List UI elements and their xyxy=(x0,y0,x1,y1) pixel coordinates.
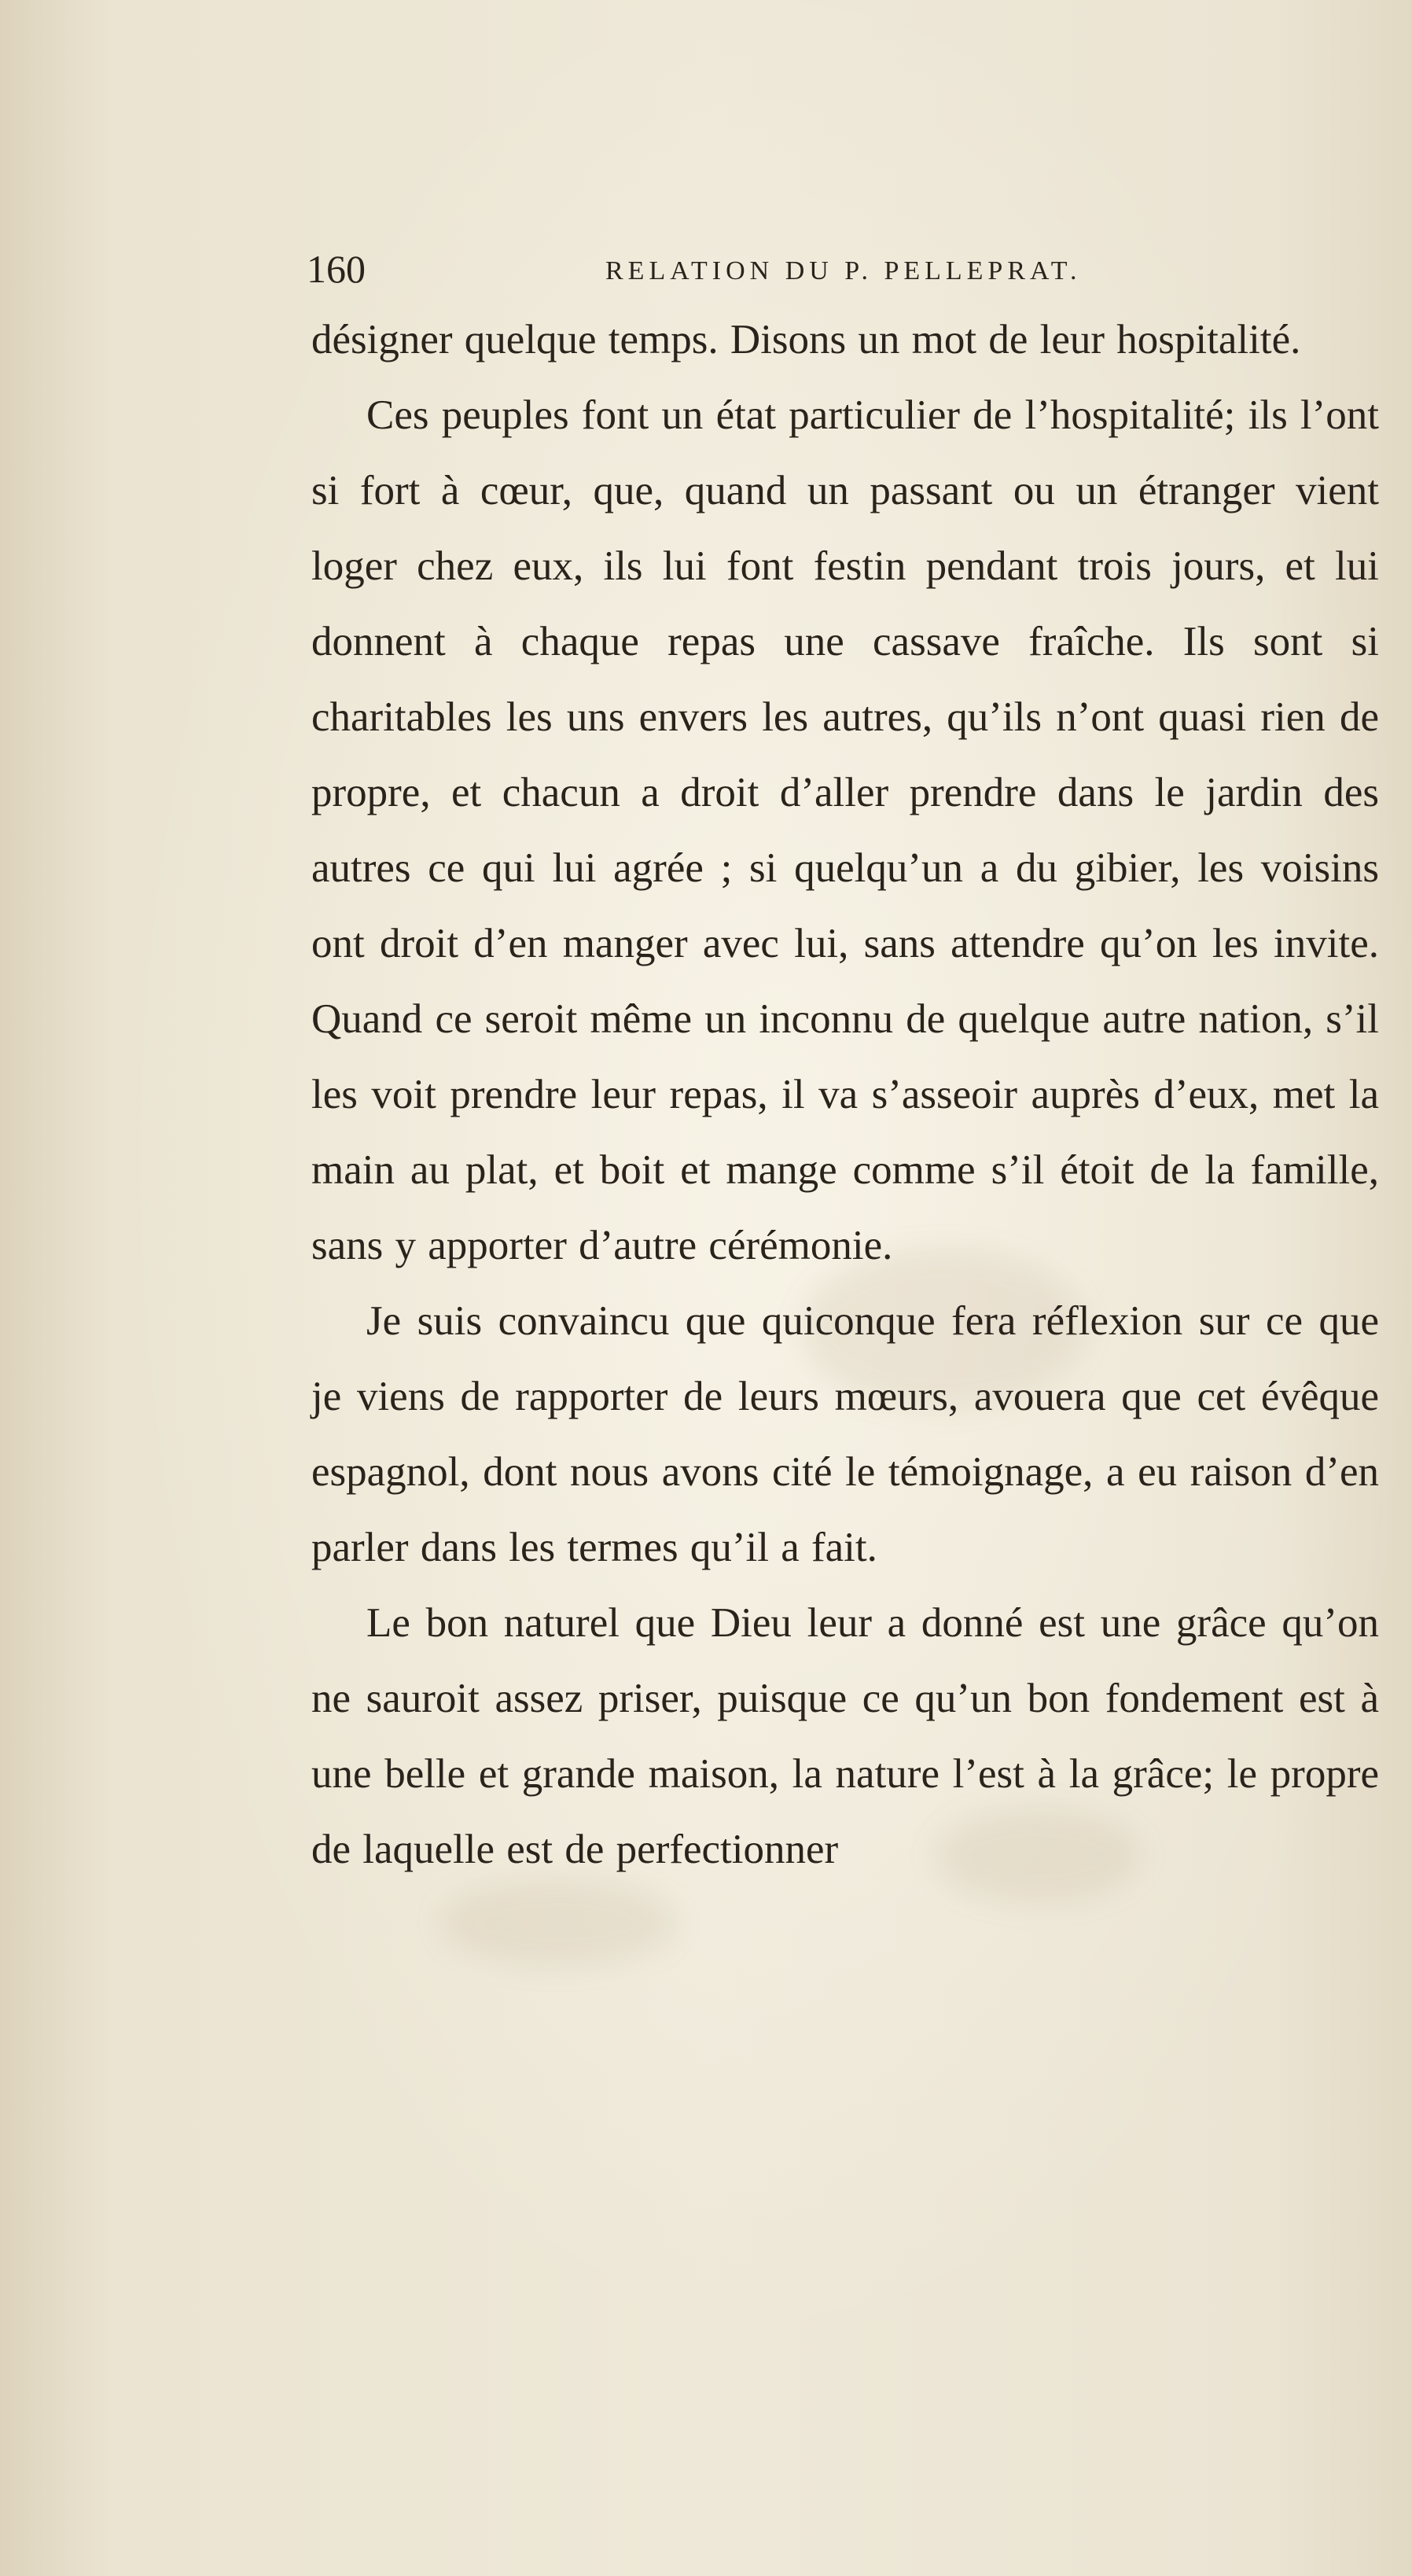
page-number: 160 xyxy=(307,247,366,291)
paragraph: Ces peuples font un état particulier de l’hospitalité; ils l’ont si fort à cœur, que, quand un passant ou un étranger vient loger chez eux, ils lui font festin pendant trois jours, et lui donnent à chaque repas une cassave fraîche. Ils sont si charitables les uns envers les autres, qu’ils n’ont quasi rien de propre, et chacun a droit d’aller prendre dans le jardin des autres ce qui lui agrée ; si quelqu’un a du gibier, les voisins ont droit d’en manger avec lui, sans attendre qu’on les invite. Quand ce seroit même un inconnu de quelque autre nation, s’il les voit prendre leur repas, il va s’asseoir auprès d’eux, met la main au plat, et boit et mange comme s’il étoit de la famille, sans y apporter d’autre cérémonie. xyxy=(311,392,1379,1268)
paragraph: Le bon naturel que Dieu leur a donné est une grâce qu’on ne sauroit assez priser, puisque ce qu’un bon fondement est à une belle et grande maison, la nature l’est à la grâce; le propre de laquelle est de perfectionner xyxy=(311,1600,1379,1872)
running-title: RELATION DU P. PELLEPRAT. xyxy=(605,256,1082,285)
paragraph: Je suis convaincu que quiconque fera réflexion sur ce que je viens de rapporter de leurs mœurs, avouera que cet évêque espagnol, dont nous avons cité le témoignage, a eu raison d’en parler dans les termes qu’il a fait. xyxy=(311,1298,1379,1570)
paragraph: désigner quelque temps. Disons un mot de leur hospitalité. xyxy=(311,317,1301,362)
foxing-stain xyxy=(440,1879,676,1966)
body-text xyxy=(311,302,1379,1887)
page-header xyxy=(307,245,1392,293)
